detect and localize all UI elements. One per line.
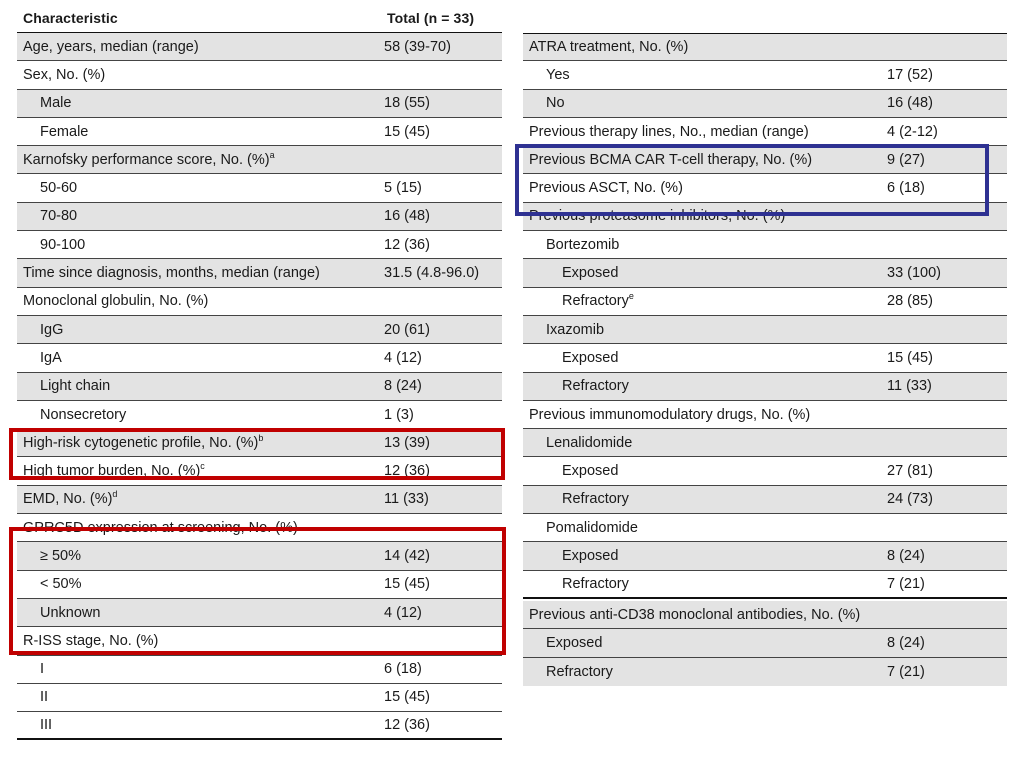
- table-row: Unknown 4 (12): [17, 599, 502, 627]
- table-row: 50-60 5 (15): [17, 174, 502, 202]
- table-row: Ixazomib: [523, 316, 1007, 344]
- table-row: Female 15 (45): [17, 118, 502, 146]
- table-row: Pomalidomide: [523, 514, 1007, 542]
- table-row: Exposed 15 (45): [523, 344, 1007, 372]
- table-row: Previous therapy lines, No., median (range) 4 (2-12): [523, 118, 1007, 146]
- table-row: Karnofsky performance score, No. (%)$^a$: [17, 146, 502, 174]
- table-row: 90-100 12 (36): [17, 231, 502, 259]
- table-row: Previous proteasome inhibitors, No. (%): [523, 203, 1007, 231]
- table-row: Male 18 (55): [17, 90, 502, 118]
- footnote-marker: b: [258, 432, 264, 443]
- table-row: Bortezomib: [523, 231, 1007, 259]
- table-row: High tumor burden, No. (%)$^c$ 12 (36): [17, 457, 502, 485]
- table-row-high-risk-cytogenetic: High-risk cytogenetic profile, No. (%)$^b$ 13 (39): [17, 429, 502, 457]
- table-row: II 15 (45): [17, 684, 502, 712]
- footnote-marker: d: [112, 489, 118, 500]
- table-row: Age, years, median (range) 58 (39-70): [17, 33, 502, 61]
- header-characteristic: Characteristic: [23, 10, 118, 26]
- table-row: Exposed 8 (24): [523, 629, 1007, 657]
- table-row: IgA 4 (12): [17, 344, 502, 372]
- table-row-gprc5d-expression: GPRC5D expression at screening, No. (%): [17, 514, 502, 542]
- table-row: < 50% 15 (45): [17, 571, 502, 599]
- table-row-previous-asct: Previous ASCT, No. (%) 6 (18): [523, 174, 1007, 202]
- table-row: Refractory 7 (21): [523, 571, 1007, 599]
- table-row: Light chain 8 (24): [17, 373, 502, 401]
- table-row: Nonsecretory 1 (3): [17, 401, 502, 429]
- table-row: Refractory 24 (73): [523, 486, 1007, 514]
- table-row: Sex, No. (%): [17, 61, 502, 89]
- table-row: R-ISS stage, No. (%): [17, 627, 502, 655]
- table-row: Time since diagnosis, months, median (range) 31.5 (4.8-96.0): [17, 259, 502, 287]
- table-row: Refractory 11 (33): [523, 373, 1007, 401]
- table-row: IgG 20 (61): [17, 316, 502, 344]
- footnote-marker: a: [269, 150, 275, 160]
- table-header-row: [17, 4, 502, 33]
- table-row: Exposed 27 (81): [523, 457, 1007, 485]
- table-row: Previous immunomodulatory drugs, No. (%): [523, 401, 1007, 429]
- table-row: EMD, No. (%)$^d$ 11 (33): [17, 486, 502, 514]
- table-row: Refractory 7 (21): [523, 658, 1007, 686]
- table-row: Monoclonal globulin, No. (%): [17, 288, 502, 316]
- table-row: III 12 (36): [17, 712, 502, 740]
- table-row-previous-bcma-car-t: Previous BCMA CAR T-cell therapy, No. (%) 9 (27): [523, 146, 1007, 174]
- table-row: Previous anti-CD38 monoclonal antibodies, No. (%): [523, 601, 1007, 629]
- table-row: Exposed 33 (100): [523, 259, 1007, 287]
- table-row: No 16 (48): [523, 90, 1007, 118]
- header-total: Total (n = 33): [387, 10, 475, 26]
- baseline-characteristics-table-left: [17, 4, 502, 740]
- baseline-characteristics-table-right: [523, 33, 1007, 686]
- table-row: I 6 (18): [17, 656, 502, 684]
- table-row: ≥ 50% 14 (42): [17, 542, 502, 570]
- table-row: Yes 17 (52): [523, 61, 1007, 89]
- table-row: Exposed 8 (24): [523, 542, 1007, 570]
- table-row: ATRA treatment, No. (%): [523, 33, 1007, 61]
- footnote-marker: c: [200, 461, 205, 472]
- table-row: 70-80 16 (48): [17, 203, 502, 231]
- table-row: Refractory$^e$ 28 (85): [523, 288, 1007, 316]
- table-row: Lenalidomide: [523, 429, 1007, 457]
- footnote-marker: e: [628, 291, 634, 302]
